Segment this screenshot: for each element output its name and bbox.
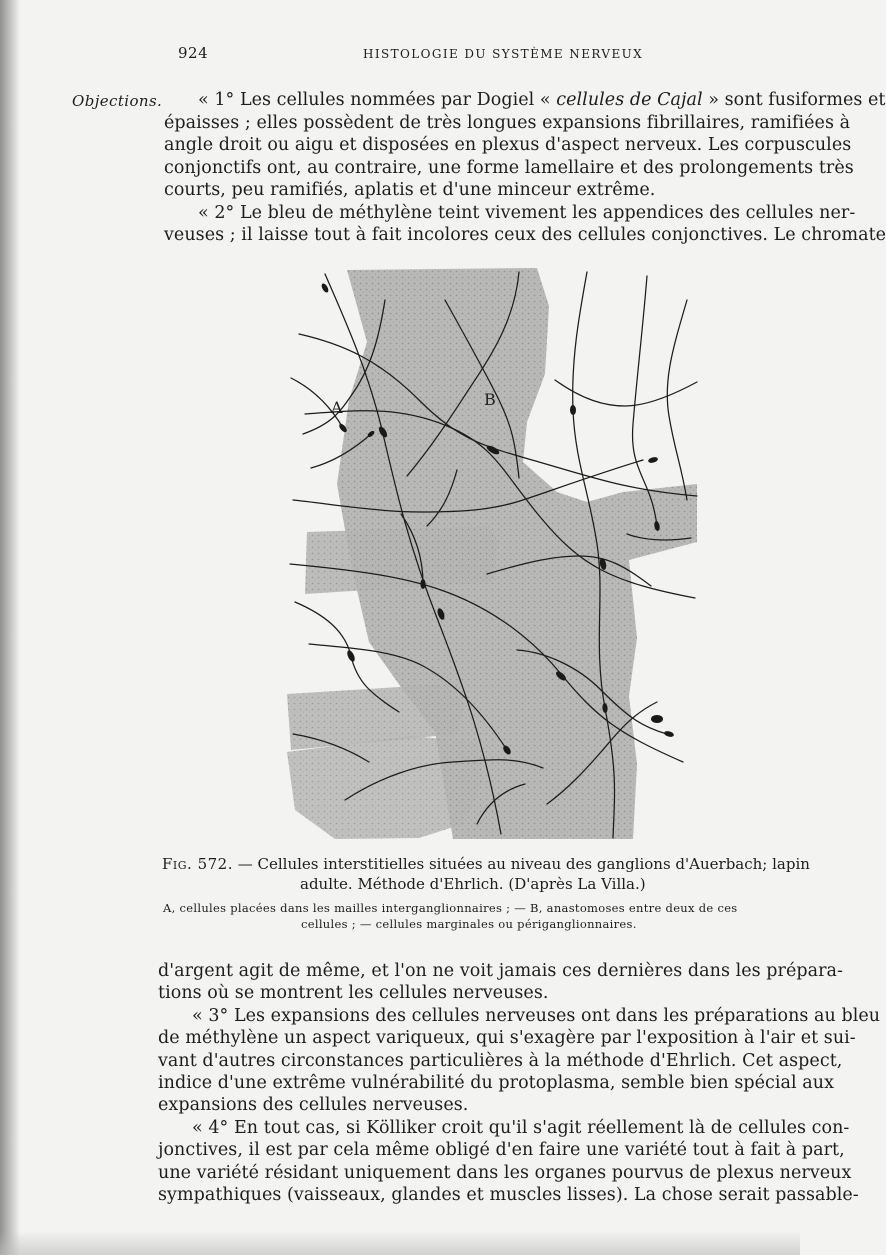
paragraph-line xyxy=(164,89,886,112)
page-number: 924 xyxy=(178,44,209,62)
interganglionic-strand-corner xyxy=(287,736,483,839)
paragraph-line: conjonctifs ont, au contraire, une forme lamellaire et des prolongements très xyxy=(164,157,854,178)
paragraph-line: expansions des cellules nerveuses. xyxy=(158,1095,469,1116)
paragraph-line: jonctives, il est par cela même obligé d'en faire une variété tout à fait à part, xyxy=(158,1140,845,1161)
figure-label-a: A xyxy=(331,398,343,417)
paragraph-line: de méthylène un aspect variqueux, qui s'exagère par l'exposition à l'air et sui- xyxy=(158,1028,856,1049)
paragraph-line-start: « 1° Les cellules nommées par Dogiel « xyxy=(198,90,557,110)
figure-number: Fig. 572. xyxy=(162,855,233,873)
paragraph-line: indice d'une extrême vulnérabilité du protoplasma, semble bien spécial aux xyxy=(158,1073,834,1094)
cell-body xyxy=(663,730,674,738)
cell-body xyxy=(420,579,425,589)
running-title: HISTOLOGIE DU SYSTÈME NERVEUX xyxy=(363,47,644,61)
bottom-paragraphs xyxy=(158,960,881,1206)
paragraph-line: tions où se montrent les cellules nerveuses. xyxy=(158,983,549,1004)
caption-title: — Cellules interstitielles situées au niveau des ganglions d'Auerbach; lapin xyxy=(232,855,810,873)
histology-figure-drawing xyxy=(287,264,707,839)
caption-title-line-2: adulte. Méthode d'Ehrlich. (D'après La Villa.) xyxy=(300,875,646,893)
figure-label-b: B xyxy=(484,390,496,409)
paragraph-line-end: » sont fusiformes et xyxy=(702,90,886,110)
paragraph-line: vant d'autres circonstances particulières à la méthode d'Ehrlich. Cet aspect, xyxy=(158,1050,843,1071)
legend-line: A, cellules placées dans les mailles interganglionnaires ; — B, anastomoses entre deux de ces xyxy=(163,901,738,915)
cajal-cells-term: cellules de Cajal xyxy=(556,90,703,110)
cell-body xyxy=(346,649,357,662)
cell-body xyxy=(651,715,663,723)
paragraph-line: courts, peu ramifiés, aplatis et d'une minceur extrême. xyxy=(164,180,656,200)
paragraph-line: veuses ; il laisse tout à fait incolores ceux des cellules conjonctives. Le chromate xyxy=(164,225,886,245)
cell-body xyxy=(570,405,576,415)
cell-body xyxy=(647,456,658,464)
histology-figure xyxy=(287,264,707,839)
figure-legend xyxy=(163,900,783,932)
top-paragraphs xyxy=(164,89,886,247)
paragraph-line: épaisses ; elles possèdent de très longues expansions fibrillaires, ramifiées à xyxy=(164,112,851,133)
cell-body xyxy=(320,282,330,293)
paragraph-line: angle droit ou aigu et disposées en plexus d'aspect nerveux. Les corpuscules xyxy=(164,135,852,155)
paragraph-line: d'argent agit de même, et l'on ne voit jamais ces dernières dans les prépara- xyxy=(158,961,843,981)
caption-title-line xyxy=(162,854,810,874)
paragraph-line: une variété résidant uniquement dans les organes pourvus de plexus nerveux xyxy=(158,1162,852,1183)
margin-note: Objections. xyxy=(72,92,163,110)
page-bottom-shadow xyxy=(0,1231,800,1255)
page-binding-shadow xyxy=(0,0,20,1255)
paragraph-line: « 3° Les expansions des cellules nerveuses ont dans les préparations au bleu xyxy=(192,1005,881,1026)
paragraph-line: « 4° En tout cas, si Kölliker croit qu'il s'agit réellement là de cellules con- xyxy=(192,1117,850,1138)
figure-caption xyxy=(162,854,810,894)
paragraph-line: sympathiques (vaisseaux, glandes et muscles lisses). La chose serait passable- xyxy=(158,1185,859,1206)
legend-line: cellules ; — cellules marginales ou périganglionnaires. xyxy=(301,917,637,931)
paragraph-line: « 2° Le bleu de méthylène teint vivement les appendices des cellules ner- xyxy=(198,202,856,223)
